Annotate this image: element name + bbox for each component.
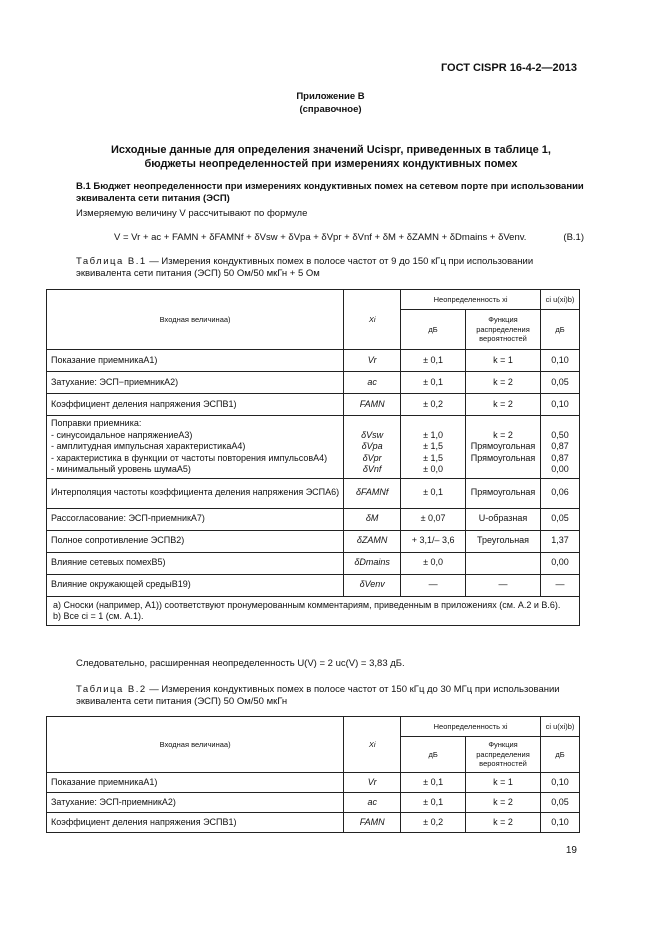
heading-line-1: Исходные данные для определения значений Ucispr, приведенных в таблице 1,	[111, 144, 551, 156]
header-db: дБ	[401, 737, 466, 773]
header-dist: Функция распределения вероятностей	[466, 310, 541, 350]
table-b1-caption-text: — Измерения кондуктивных помех в полосе частот от 9 до 150 кГц при использовании эквивалента сети питания (ЭСП) 50 Ом/50 мкГн + 5 Ом	[76, 256, 534, 280]
header-db2: дБ	[541, 310, 580, 350]
note-b: b) Все ci = 1 (см. А.1).	[53, 610, 144, 621]
header-db2: дБ	[541, 737, 580, 773]
header-uncertainty: Неопределенность xi	[401, 717, 541, 737]
table-notes	[47, 596, 580, 626]
table-b2-label: Таблица В.2	[76, 684, 147, 695]
annex-title: Приложение В	[296, 91, 365, 102]
table-b2	[46, 716, 580, 833]
header-input: Входная величинаa)	[47, 290, 344, 350]
annex-heading	[76, 143, 586, 172]
document-code: ГОСТ CISPR 16-4-2—2013	[440, 62, 577, 74]
table-b2-caption-text: — Измерения кондуктивных помех в полосе частот от 150 кГц до 30 МГц при использовании эквивалента сети питания (ЭСП) 50 Ом/50 мкГн	[76, 684, 560, 708]
table-row: Коэффициент деления напряжения ЭСПB1) FAMN ± 0,2 k = 2 0,10	[47, 394, 580, 416]
table-row: Полное сопротивление ЭСПB2) δZAMN + 3,1/– 3,6 Треугольная 1,37	[47, 530, 580, 552]
header-ciu: ci u(xi)b)	[541, 290, 580, 310]
heading-line-2: бюджеты неопределенностей при измерениях кондуктивных помех	[144, 158, 518, 171]
table-row-corrections: Поправки приемника: - синусоидальное напряжениеA3) - амплитудная импульсная характеристикаA4) - характеристика в функции от частоты повторения импульсовA4) - минимальный уровень шумаA5) δVsw δVpa δVpr δVnf ± 1,0 ± 1,5 ± 1,5 ± 0,0 k = 2 Прямоугольная Прямоугольная 0,50 0,87 0,87 0,00	[47, 416, 580, 479]
table-row: Коэффициент деления напряжения ЭСПB1) FAMN ± 0,2 k = 2 0,10	[47, 813, 580, 833]
table-row: Затухание: ЭСП−приемникA2) ac ± 0,1 k = 2 0,05	[47, 372, 580, 394]
table-row: Влияние окружающей средыB19) δVenv — — —	[47, 574, 580, 596]
table-row: Показание приемникаA1) Vr ± 0,1 k = 1 0,10	[47, 350, 580, 372]
formula-text: V = Vr + ac + FAMN + δFAMNf + δVsw + δVpa + δVpr + δVnf + δM + δZAMN + δDmains + δVenv.	[114, 232, 527, 243]
table-b1-caption	[76, 256, 586, 281]
formula-number: (B.1)	[563, 232, 584, 243]
header-xi: Xi	[344, 290, 401, 350]
header-uncertainty: Неопределенность xi	[401, 290, 541, 310]
expanded-uncertainty-text: Следовательно, расширенная неопределенность U(V) = 2 uc(V) = 3,83 дБ.	[76, 658, 405, 669]
header-dist: Функция распределения вероятностей	[466, 737, 541, 773]
page-number: 19	[565, 845, 577, 856]
table-row: Показание приемникаA1) Vr ± 0,1 k = 1 0,10	[47, 773, 580, 793]
formula-b1	[114, 232, 584, 244]
header-xi: Xi	[344, 717, 401, 773]
table-row: Затухание: ЭСП-приемникA2) ac ± 0,1 k = 2 0,05	[47, 793, 580, 813]
table-row: Влияние сетевых помехB5) δDmains ± 0,0 0,00	[47, 552, 580, 574]
table-b1	[46, 289, 580, 626]
note-a: a) Сноски (например, A1)) соответствуют пронумерованным комментариям, приведенным в приложениях (см. А.2 и В.6).	[53, 599, 561, 610]
table-b2-caption	[76, 684, 586, 709]
header-ciu: ci u(xi)b)	[541, 717, 580, 737]
header-db: дБ	[401, 310, 466, 350]
table-b1-label: Таблица В.1	[76, 256, 147, 267]
annex-subtitle: (справочное)	[299, 104, 362, 115]
table-row: Рассогласование: ЭСП-приемникA7) δM ± 0,07 U-образная 0,05	[47, 508, 580, 530]
section-b1-title: В.1 Бюджет неопределенности при измерениях кондуктивных помех на сетевом порте при использовании эквивалента сети питания (ЭСП)	[76, 181, 584, 205]
header-input: Входная величинаa)	[47, 717, 344, 773]
section-b1-intro: Измеряемую величину V рассчитывают по формуле	[76, 208, 308, 219]
table-row: Интерполяция частоты коэффициента деления напряжения ЭСПA6) δFAMNf ± 0,1 Прямоугольная 0,06	[47, 478, 580, 508]
